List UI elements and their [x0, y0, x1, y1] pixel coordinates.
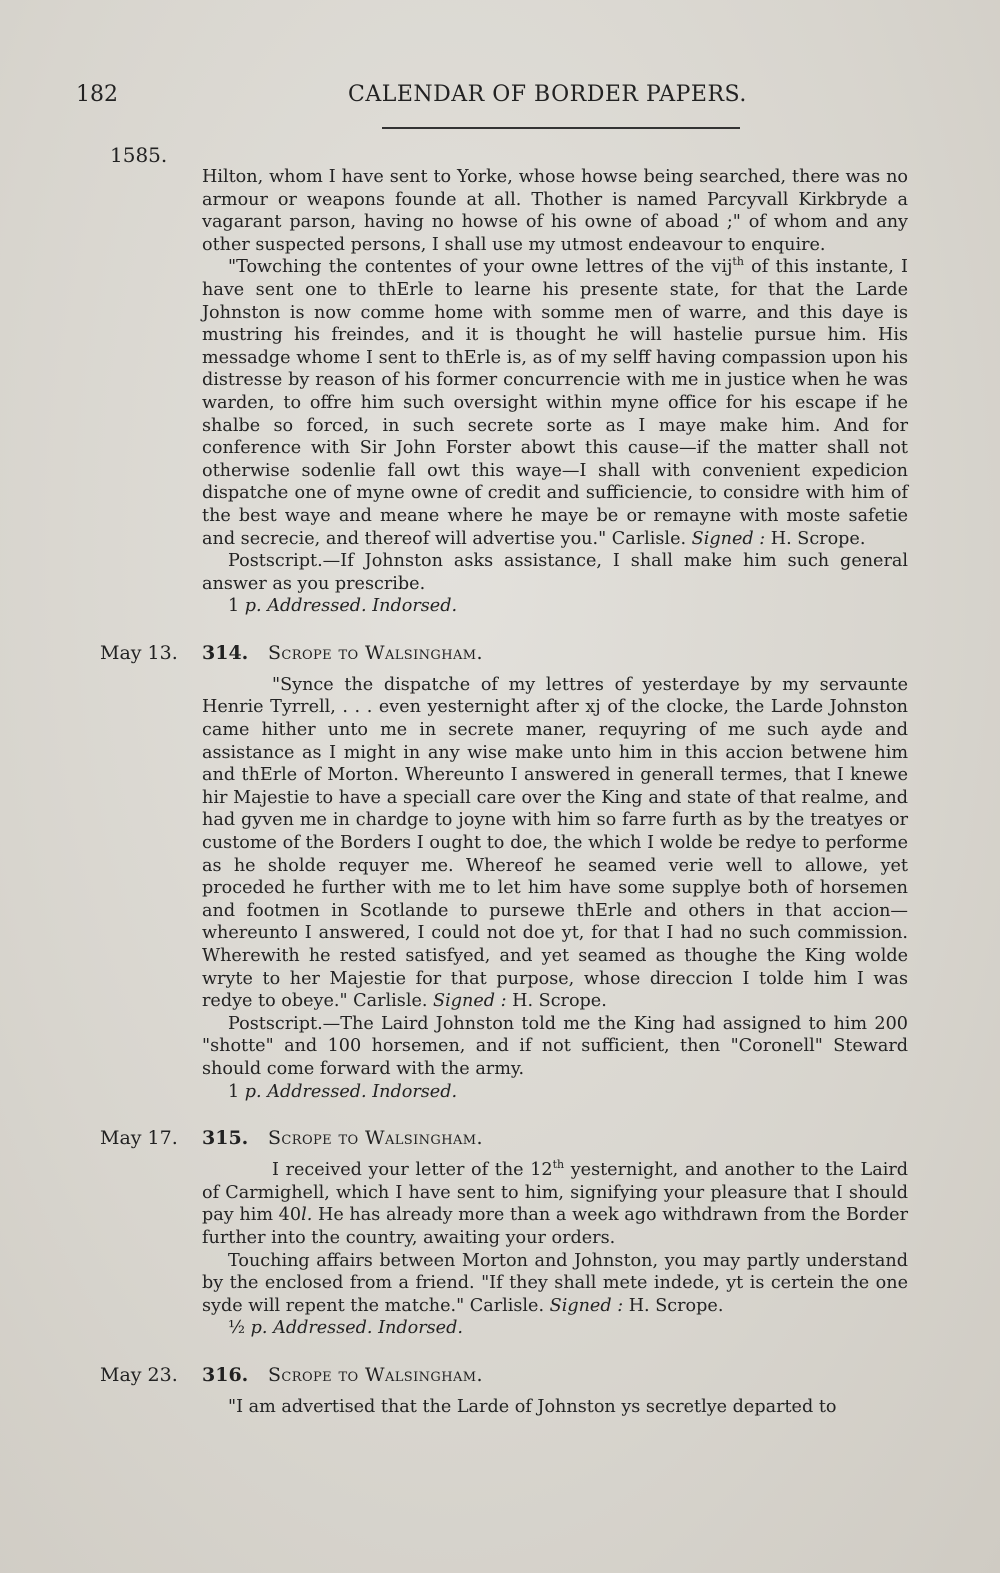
- signed-name: H. Scrope.: [506, 991, 607, 1012]
- signed-label: Signed :: [691, 528, 766, 549]
- entry-heading: [100, 1360, 908, 1390]
- entry-date: May 17.: [100, 1127, 178, 1150]
- running-title: CALENDAR OF BORDER PAPERS.: [348, 82, 747, 107]
- postscript: Postscript.—If Johnston asks assistance, I shall make him such general answer as you prescribe.: [202, 551, 908, 594]
- paragraph: Touching affairs between Morton and Johnston, you may partly understand by the enclosed from a friend. "If they shall mete indede, yt is certein the one syde will repent the matche." Carlisle. Signed : H. Scrope.: [202, 1250, 908, 1316]
- signed-name: H. Scrope.: [765, 528, 866, 549]
- paragraph: "I am advertised that the Larde of Johnston ys secretlye departed to: [228, 1396, 837, 1417]
- entry-number: 315.: [202, 1127, 249, 1150]
- entry-body: [202, 1159, 908, 1340]
- signed-label: Signed :: [549, 1295, 624, 1316]
- entry-body: [202, 1396, 908, 1419]
- entry-number: 314.: [202, 641, 249, 664]
- page-number: 182: [76, 82, 118, 107]
- entry-number: 316.: [202, 1363, 249, 1386]
- entry-date: May 13.: [100, 641, 178, 664]
- entry-314: [100, 638, 908, 1103]
- entry-heading: [100, 1123, 908, 1153]
- document-note: 1 p. Addressed. Indorsed.: [228, 596, 458, 617]
- entry-title: Scrope to Walsingham.: [268, 1363, 483, 1386]
- postscript: Postscript.—The Laird Johnston told me the King had assigned to him 200 "shotte" and 100 horsemen, and if not sufficient, then "Coronell" Steward should come forward with the army.: [202, 1013, 908, 1079]
- entry-315: [100, 1123, 908, 1340]
- header-rule: [382, 127, 740, 129]
- paragraph: "Towching the contentes of your owne lettres of the vij$^{th}$ of this instante, I have sent one to thErle to learne his presente state, for that the Larde Johnston is now comme home with somme men of warre, and this daye is mustring his freindes, and it is thought he will hastelie pursue him. His messadge whome I sent to thErle is, as of my selff having compassion upon his distresse by reason of his former concurrencie with me in justice when he was warden, to offre him such oversight within myne office for his escape if he shalbe so forced, in such secrete sorte as I maye make him. And for conference with Sir John Forster abowt this cause—if the matter shall not otherwise sodenlie fall owt this waye—I shall with convenient expedicion dispatche one of myne owne of credit and sufficiencie, to considre with him of the best waye and meane where he maye be or remayne with moste safetie and secrecie, and thereof will advertise you." Carlisle. Signed : H. Scrope.: [202, 255, 908, 549]
- entry-heading: [100, 638, 908, 668]
- paragraph: I received your letter of the 12th yesternight, and another to the Laird of Carmighell, which I have sent to him, signifying your pleasure that I should pay him 40l. He has already more than a week ago withdrawn from the Border further into the country, awaiting your orders.: [202, 1158, 908, 1248]
- entry-date: May 23.: [100, 1363, 178, 1386]
- entry-316: [100, 1360, 908, 1419]
- paragraph: "Synce the dispatche of my lettres of yesterdaye by my servaunte Henrie Tyrrell, . . . even yesternight after xj of the clocke, the Larde Johnston came hither unto me in secrete maner, requyring of me such ayde and assistance as I might in any wise make unto him in this accion betwene him and thErle of Morton. Whereunto I answered in generall termes, that I knewe hir Majestie to have a speciall care over the King and state of that realme, and had gyven me in chardge to joyne with him so farre furth as by the treatyes or custome of the Borders I ought to doe, the which I wolde be redye to performe as he sholde requyer me. Whereof he seamed verie well to allowe, yet proceded he further with me to let him have some supplye both of horsemen and footmen in Scotlande to pursewe thErle and others in that accion—whereunto I answered, I could not doe yt, for that I had no such commission. Wherewith he rested satisfyed, and yet seamed as thoughe the King wolde wryte to her Majestie for that purpose, whose direccion I tolde him I was redye to obeye." Carlisle. Signed : H. Scrope.: [202, 674, 908, 1012]
- document-body: [100, 166, 908, 1419]
- entry-title: Scrope to Walsingham.: [268, 641, 483, 664]
- year-margin: 1585.: [110, 143, 168, 167]
- document-note: 1 p. Addressed. Indorsed.: [228, 1081, 458, 1102]
- entry-title: Scrope to Walsingham.: [268, 1127, 483, 1150]
- paragraph: Hilton, whom I have sent to Yorke, whose howse being searched, there was no armour or weapons founde at all. Thother is named Parcyvall Kirkbryde a vagarant parson, having no howse of his owne of aboad ;" of whom and any other suspected persons, I shall use my utmost endeavour to enquire.: [202, 167, 908, 255]
- continued-letter: [202, 166, 908, 618]
- signed-label: Signed :: [433, 991, 507, 1012]
- page-header: [76, 82, 776, 122]
- document-note: ½ p. Addressed. Indorsed.: [228, 1318, 463, 1339]
- entry-body: [202, 674, 908, 1103]
- signed-name: H. Scrope.: [623, 1295, 724, 1316]
